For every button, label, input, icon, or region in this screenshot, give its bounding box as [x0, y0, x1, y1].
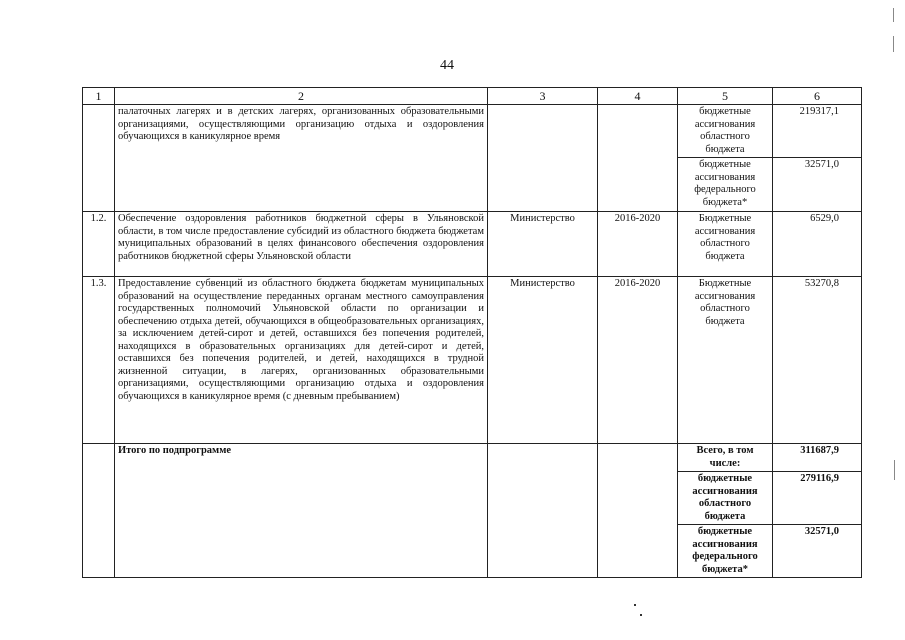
column-header: 6 [773, 88, 862, 105]
scan-artifact [894, 460, 895, 480]
column-header: 3 [488, 88, 598, 105]
row-period: 2016-2020 [598, 277, 678, 444]
column-header: 4 [598, 88, 678, 105]
column-header: 1 [83, 88, 115, 105]
page-number: 44 [440, 58, 454, 73]
total-number-cell [83, 444, 115, 578]
scan-artifact [640, 614, 642, 616]
row-description: Обеспечение оздоровления работников бюджетной сферы в Ульяновской области, в том числе предоставление субсидий из областного бюджета бюджетам муниципальных образований в целях финансового обеспечения оздоровления работников бюджетной сферы Ульяновской области [115, 212, 488, 277]
row-number [83, 105, 115, 212]
table-header-row [83, 88, 862, 105]
row-amount: 32571,0 [773, 158, 862, 212]
table-row [83, 105, 862, 158]
total-row [83, 444, 862, 472]
total-funding-source: бюджетные ассигнования федерального бюджета* [678, 525, 773, 578]
row-funding-source: Бюджетные ассигнования областного бюджета [678, 277, 773, 444]
total-funding-source: Всего, в том числе: [678, 444, 773, 472]
row-funding-source: Бюджетные ассигнования областного бюджета [678, 212, 773, 277]
total-amount: 311687,9 [773, 444, 862, 472]
row-executor: Министерство [488, 212, 598, 277]
row-executor [488, 105, 598, 212]
total-amount: 279116,9 [773, 472, 862, 525]
column-header: 2 [115, 88, 488, 105]
row-amount: 219317,1 [773, 105, 862, 158]
row-executor: Министерство [488, 277, 598, 444]
row-period [598, 105, 678, 212]
row-amount: 53270,8 [773, 277, 862, 444]
row-description: палаточных лагерях и в детских лагерях, организованных образовательными организациями, осуществляющими организацию отдыха и оздоровления обучающихся в каникулярное время [115, 105, 488, 212]
total-period-cell [598, 444, 678, 578]
row-funding-source: бюджетные ассигнования областного бюджета [678, 105, 773, 158]
row-amount: 6529,0 [773, 212, 862, 277]
row-number: 1.3. [83, 277, 115, 444]
table-row [83, 212, 862, 277]
total-funding-source: бюджетные ассигнования областного бюджета [678, 472, 773, 525]
row-number: 1.2. [83, 212, 115, 277]
total-executor-cell [488, 444, 598, 578]
row-period: 2016-2020 [598, 212, 678, 277]
budget-table [82, 87, 862, 578]
row-description: Предоставление субвенций из областного бюджета бюджетам муниципальных образований на осуществление переданных органам местного самоуправления государственных полномочий Ульяновской области по организации и обеспечению отдыха детей, обучающихся в общеобразовательных организациях, за исключением детей-сирот и детей, оставшихся без попечения родителей, находящихся в образовательных организациях для детей-сирот и детей, оставшихся без попечения родителей, и детей, находящихся в трудной жизненной ситуации, в лагерях, организованных образовательными организациями, осуществляющими организацию отдыха и оздоровления обучающихся в каникулярное время (с дневным пребыванием) [115, 277, 488, 444]
scan-artifact [893, 8, 894, 22]
row-funding-source: бюджетные ассигнования федерального бюджета* [678, 158, 773, 212]
scan-artifact [634, 604, 636, 606]
table-row [83, 277, 862, 444]
scan-artifact [893, 36, 894, 52]
total-label: Итого по подпрограмме [115, 444, 488, 578]
total-amount: 32571,0 [773, 525, 862, 578]
column-header: 5 [678, 88, 773, 105]
